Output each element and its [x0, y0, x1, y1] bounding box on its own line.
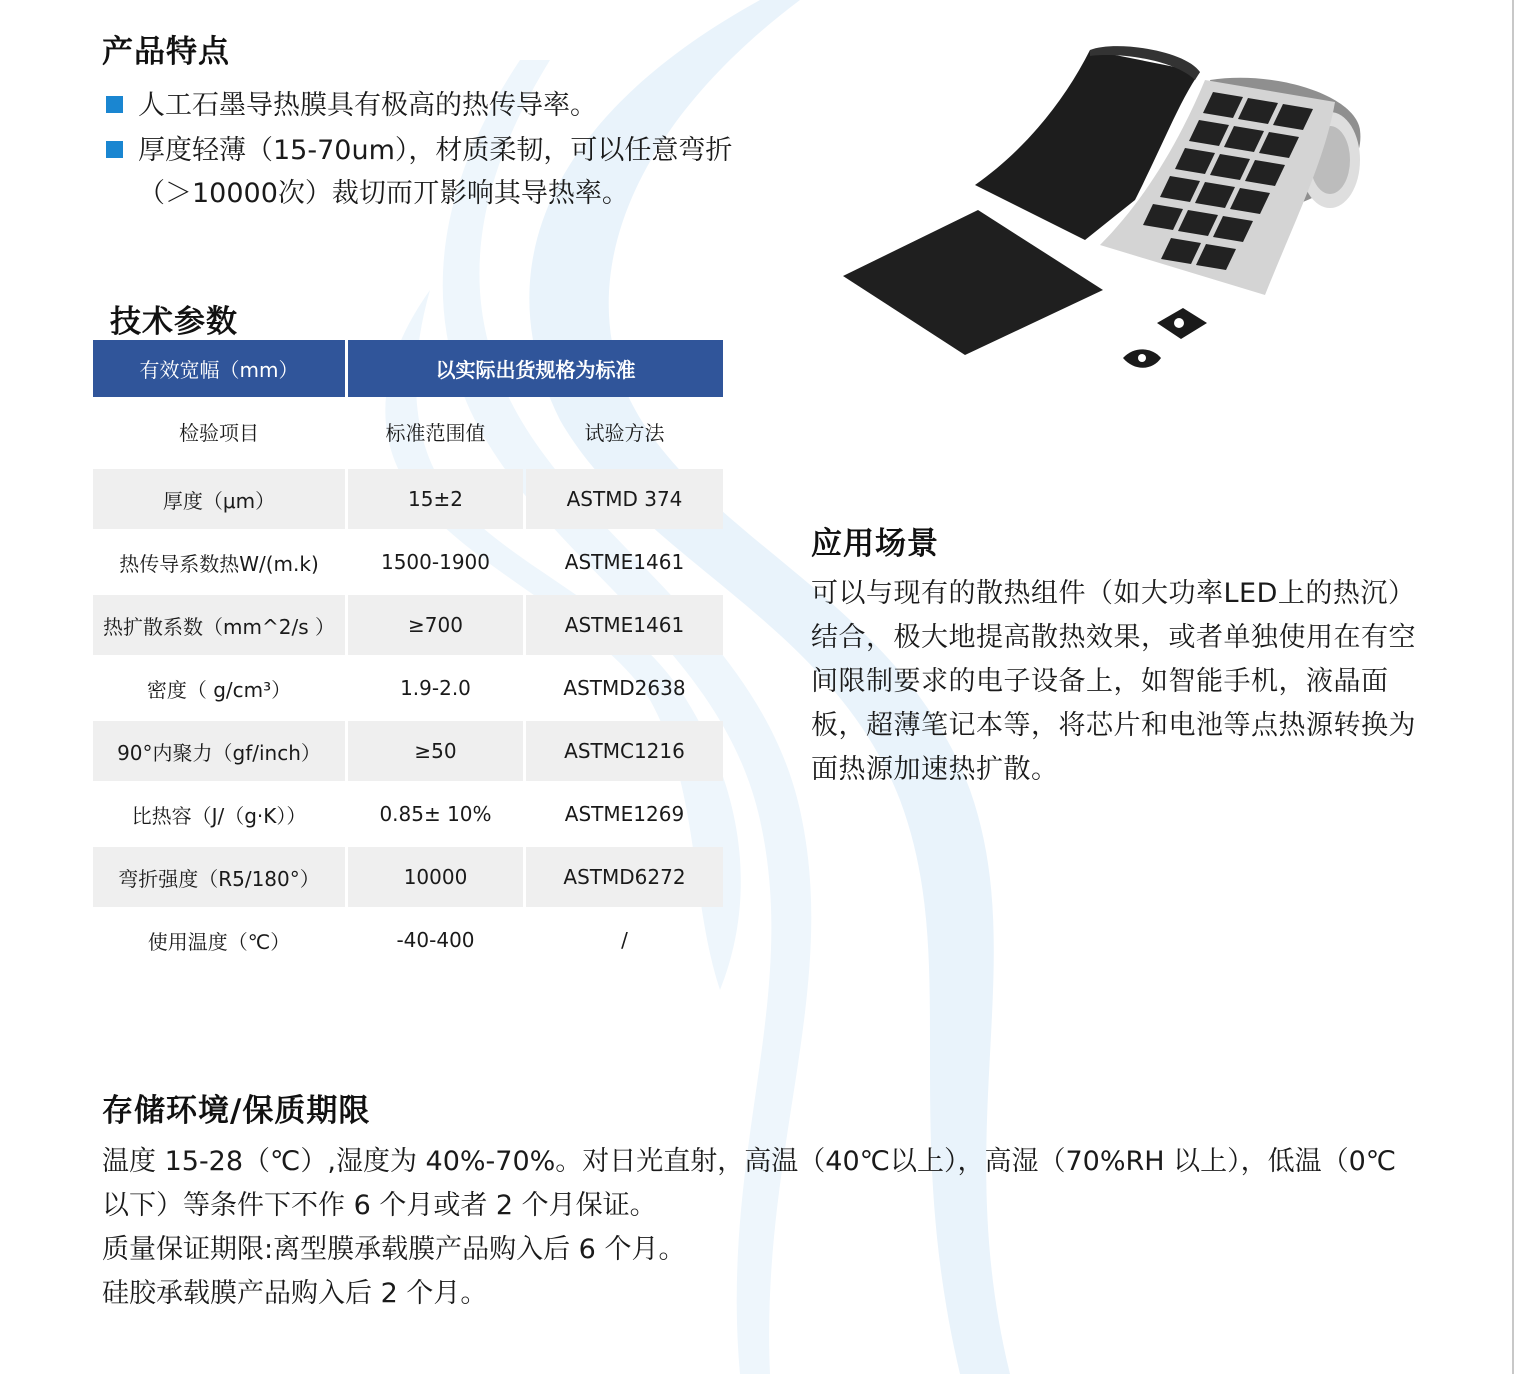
storage-line: 温度 15-28（℃）,湿度为 40%-70%。对日光直射，高温（40℃以上），高湿（70%RH 以上），低温（0℃以下）等条件下不作 6 个月或者 2 个月保证。 [102, 1146, 1397, 1221]
spec-table-header [93, 340, 723, 397]
row-value: ≥700 [348, 595, 523, 655]
row-method: ASTME1461 [564, 550, 685, 574]
storage-line: 质量保证期限:离型膜承载膜产品购入后 6 个月。 [102, 1234, 686, 1265]
features-list [104, 84, 744, 217]
row-method: ASTME1461 [526, 595, 723, 655]
features-title: 产品特点 [102, 34, 230, 70]
row-item: 厚度（μm） [93, 469, 345, 529]
storage-text [102, 1140, 1402, 1316]
row-value: ≥50 [348, 721, 523, 781]
table-row [93, 469, 723, 529]
row-value: 1500-1900 [380, 550, 490, 574]
square-bullet-icon [106, 96, 123, 113]
table-row [93, 532, 723, 592]
row-item: 比热容（J/（g·K）） [131, 803, 307, 828]
row-method: ASTME1269 [564, 802, 685, 826]
square-bullet-icon [106, 141, 123, 158]
row-value: 1.9-2.0 [400, 676, 471, 700]
row-value: -40-400 [396, 928, 475, 952]
feature-item [104, 129, 744, 215]
row-item: 90°内聚力（gf/inch） [93, 721, 345, 781]
row-item: 热传导系数热W/(m.k) [119, 551, 319, 576]
application-text: 可以与现有的散热组件（如大功率LED上的热沉）结合，极大地提高散热效果，或者单独使用在有空间限制要求的电子设备上，如智能手机，液晶面板，超薄笔记本等，将芯片和电池等点热源转换为面热源加速热扩散。 [811, 578, 1416, 785]
column-header-method: 试验方法 [584, 421, 665, 445]
row-method: ASTMD 374 [526, 469, 723, 529]
column-header-item: 检验项目 [179, 421, 259, 445]
graphite-film-product-image [835, 40, 1375, 385]
row-method: ASTMD6272 [526, 847, 723, 907]
table-row [93, 721, 723, 781]
row-item: 弯折强度（R5/180°） [93, 847, 345, 907]
table-row [93, 595, 723, 655]
column-header-value: 标准范围值 [385, 421, 486, 445]
feature-item [104, 84, 744, 127]
row-value: 10000 [348, 847, 523, 907]
row-method: ASTMD2638 [563, 676, 686, 700]
width-label: 有效宽幅（mm） [93, 340, 345, 397]
feature-text: 厚度轻薄（15-70um），材质柔韧，可以任意弯折（＞10000次）裁切而丌影响其导热率。 [138, 135, 733, 209]
tech-params-title: 技术参数 [110, 304, 238, 340]
table-row [93, 847, 723, 907]
application-title: 应用场景 [811, 526, 939, 562]
row-method: / [621, 928, 628, 952]
row-item: 使用温度（℃） [147, 929, 291, 954]
spec-table [93, 340, 723, 970]
table-row [93, 658, 723, 718]
row-method: ASTMC1216 [526, 721, 723, 781]
row-value: 15±2 [348, 469, 523, 529]
width-value: 以实际出货规格为标准 [348, 340, 723, 397]
table-row [93, 910, 723, 970]
spec-table-column-headers [93, 397, 723, 466]
table-row [93, 784, 723, 844]
storage-title: 存储环境/保质期限 [102, 1093, 371, 1129]
row-item: 热扩散系数（mm^2/s ） [93, 595, 345, 655]
right-edge-border [1512, 0, 1514, 1374]
feature-text: 人工石墨导热膜具有极高的热传导率。 [138, 90, 597, 121]
storage-line: 硅胶承载膜产品购入后 2 个月。 [102, 1278, 488, 1309]
row-value: 0.85± 10% [379, 802, 492, 826]
row-item: 密度（ g/cm³） [146, 677, 292, 702]
